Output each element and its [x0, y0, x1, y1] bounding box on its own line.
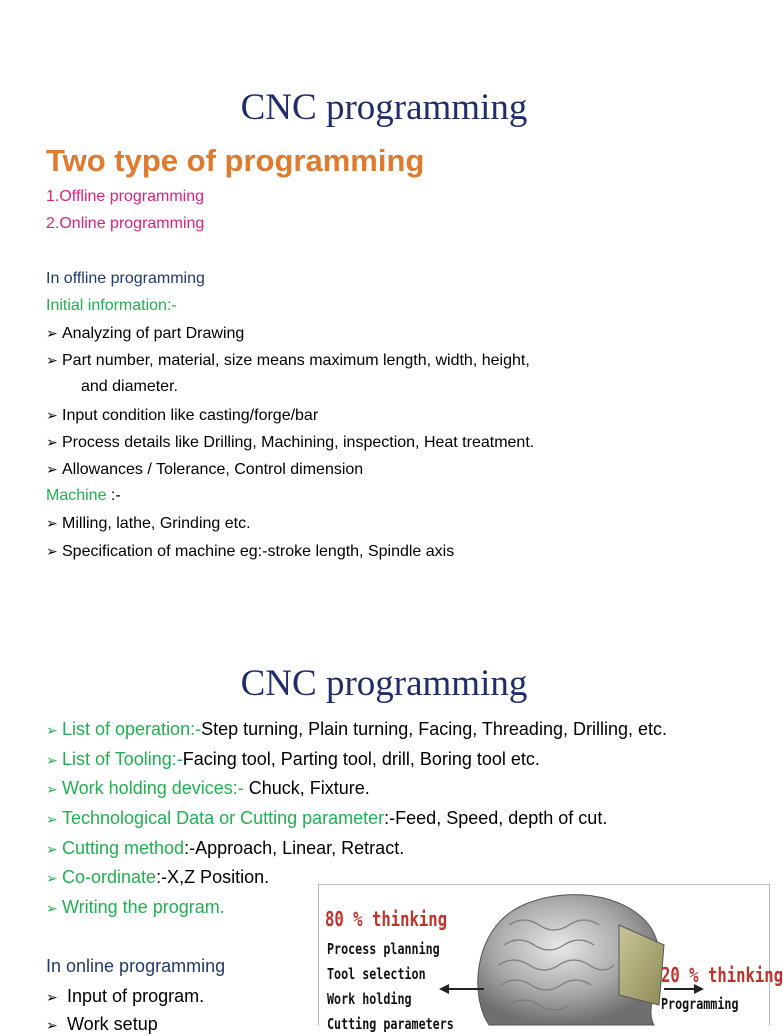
- arrow-bullet-icon: ➢: [46, 407, 58, 423]
- arrow-bullet-icon: ➢: [46, 325, 58, 341]
- arrow-bullet-icon: ➢: [46, 841, 58, 857]
- list-item: ➢ Cutting method:-Approach, Linear, Retract.: [46, 838, 405, 858]
- left-item: Process planning: [327, 940, 440, 958]
- right-heading: 20 % thinking: [661, 963, 783, 987]
- list-item: ➢ List of Tooling:-Facing tool, Parting tool, drill, Boring tool etc.: [46, 749, 540, 769]
- right-item: Programming: [661, 995, 739, 1013]
- arrow-bullet-icon: ➢: [46, 989, 58, 1005]
- list-item: ➢ Part number, material, size means maximum length, width, height,: [46, 352, 530, 369]
- arrow-bullet-icon: ➢: [46, 900, 58, 916]
- online-heading: In online programming: [46, 956, 226, 976]
- offline-heading: In offline programming: [46, 270, 205, 287]
- left-item: Cutting parameters: [327, 1015, 454, 1033]
- left-heading: 80 % thinking: [325, 907, 448, 931]
- list-item: ➢ Allowances / Tolerance, Control dimension: [46, 461, 364, 478]
- arrow-bullet-icon: ➢: [46, 461, 58, 477]
- list-item-continuation: and diameter.: [81, 378, 178, 395]
- list-item: ➢ Analyzing of part Drawing: [46, 325, 245, 342]
- arrow-bullet-icon: ➢: [46, 352, 58, 368]
- type-offline: 1.Offline programming: [46, 188, 204, 205]
- arrow-bullet-icon: ➢: [46, 722, 58, 738]
- left-item: Work holding: [327, 990, 412, 1008]
- list-item: ➢ Process details like Drilling, Machining, inspection, Heat treatment.: [46, 434, 535, 451]
- arrow-bullet-icon: ➢: [46, 781, 58, 797]
- arrow-bullet-icon: ➢: [46, 1017, 58, 1033]
- list-item: ➢ Work setup: [46, 1014, 158, 1034]
- arrow-bullet-icon: ➢: [46, 515, 58, 531]
- list-item: ➢ Co-ordinate:-X,Z Position.: [46, 867, 270, 887]
- slide1-subtitle: Two type of programming: [46, 143, 425, 178]
- list-item: ➢ Technological Data or Cutting parameter:-Feed, Speed, depth of cut.: [46, 808, 608, 828]
- slide2-title: CNC programming: [240, 663, 528, 704]
- list-item: ➢ Input condition like casting/forge/bar: [46, 407, 319, 424]
- list-item: ➢ Writing the program.: [46, 897, 225, 917]
- list-item: ➢ Work holding devices:- Chuck, Fixture.: [46, 778, 370, 798]
- type-online: 2.Online programming: [46, 215, 205, 232]
- thinking-illustration: [318, 884, 783, 1033]
- list-item: ➢ Specification of machine eg:-stroke length, Spindle axis: [46, 543, 455, 560]
- arrow-bullet-icon: ➢: [46, 811, 58, 827]
- list-item: ➢ Milling, lathe, Grinding etc.: [46, 515, 251, 532]
- list-item: ➢ List of operation:-Step turning, Plain turning, Facing, Threading, Drilling, etc.: [46, 719, 667, 739]
- slide1-title: CNC programming: [240, 87, 528, 128]
- arrow-bullet-icon: ➢: [46, 434, 58, 450]
- arrow-bullet-icon: ➢: [46, 752, 58, 768]
- arrow-bullet-icon: ➢: [46, 870, 58, 886]
- initial-info-label: Initial information:-: [46, 297, 177, 314]
- machine-heading: Machine :-: [46, 487, 121, 504]
- list-item: ➢ Input of program.: [46, 986, 205, 1006]
- left-item: Tool selection: [327, 965, 426, 983]
- arrow-bullet-icon: ➢: [46, 543, 58, 559]
